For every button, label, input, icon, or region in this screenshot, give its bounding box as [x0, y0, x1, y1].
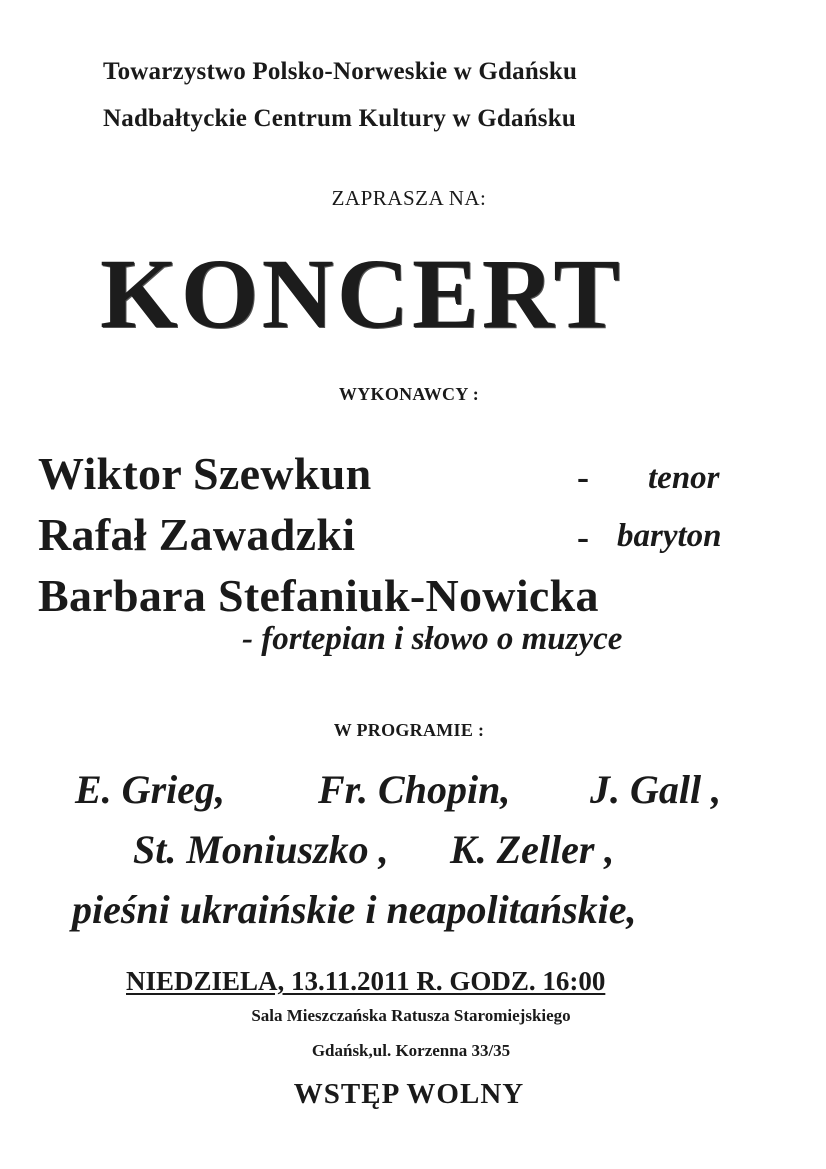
composer-grieg: E. Grieg, [75, 767, 225, 812]
composer-gall: J. Gall , [590, 767, 722, 812]
performer-dash-1: - [577, 457, 589, 497]
composer-chopin: Fr. Chopin, [318, 767, 511, 812]
performer-role-2: baryton [617, 518, 722, 554]
composer-zeller: K. Zeller , [450, 827, 615, 872]
admission-text: WSTĘP WOLNY [293, 1078, 525, 1110]
program-songs: pieśni ukraińskie i neapolitańskie, [72, 887, 637, 932]
composer-moniuszko: St. Moniuszko , [133, 827, 389, 872]
organizer-line-2: Nadbałtyckie Centrum Kultury w Gdańsku [103, 105, 576, 132]
performer-role-3: - fortepian i słowo o muzyce [242, 621, 623, 657]
program-heading: W PROGRAMIE : [333, 720, 485, 740]
venue-address: Gdańsk,ul. Korzenna 33/35 [311, 1041, 511, 1060]
organizer-line-1: Towarzystwo Polsko-Norweskie w Gdańsku [103, 58, 578, 85]
venue-name: Sala Mieszczańska Ratusza Staromiejskiego [251, 1006, 571, 1025]
performer-name-1: Wiktor Szewkun [38, 448, 372, 499]
performers-heading: WYKONAWCY : [338, 384, 480, 404]
performer-role-1: tenor [648, 460, 720, 496]
concert-title: KONCERT [100, 238, 624, 349]
performer-name-2: Rafał Zawadzki [38, 509, 356, 560]
invite-text: ZAPRASZA NA: [331, 186, 487, 210]
performer-name-3: Barbara Stefaniuk-Nowicka [38, 570, 599, 621]
performer-dash-2: - [577, 517, 589, 557]
date-time: NIEDZIELA, 13.11.2011 R. GODZ. 16:00 [126, 966, 606, 996]
